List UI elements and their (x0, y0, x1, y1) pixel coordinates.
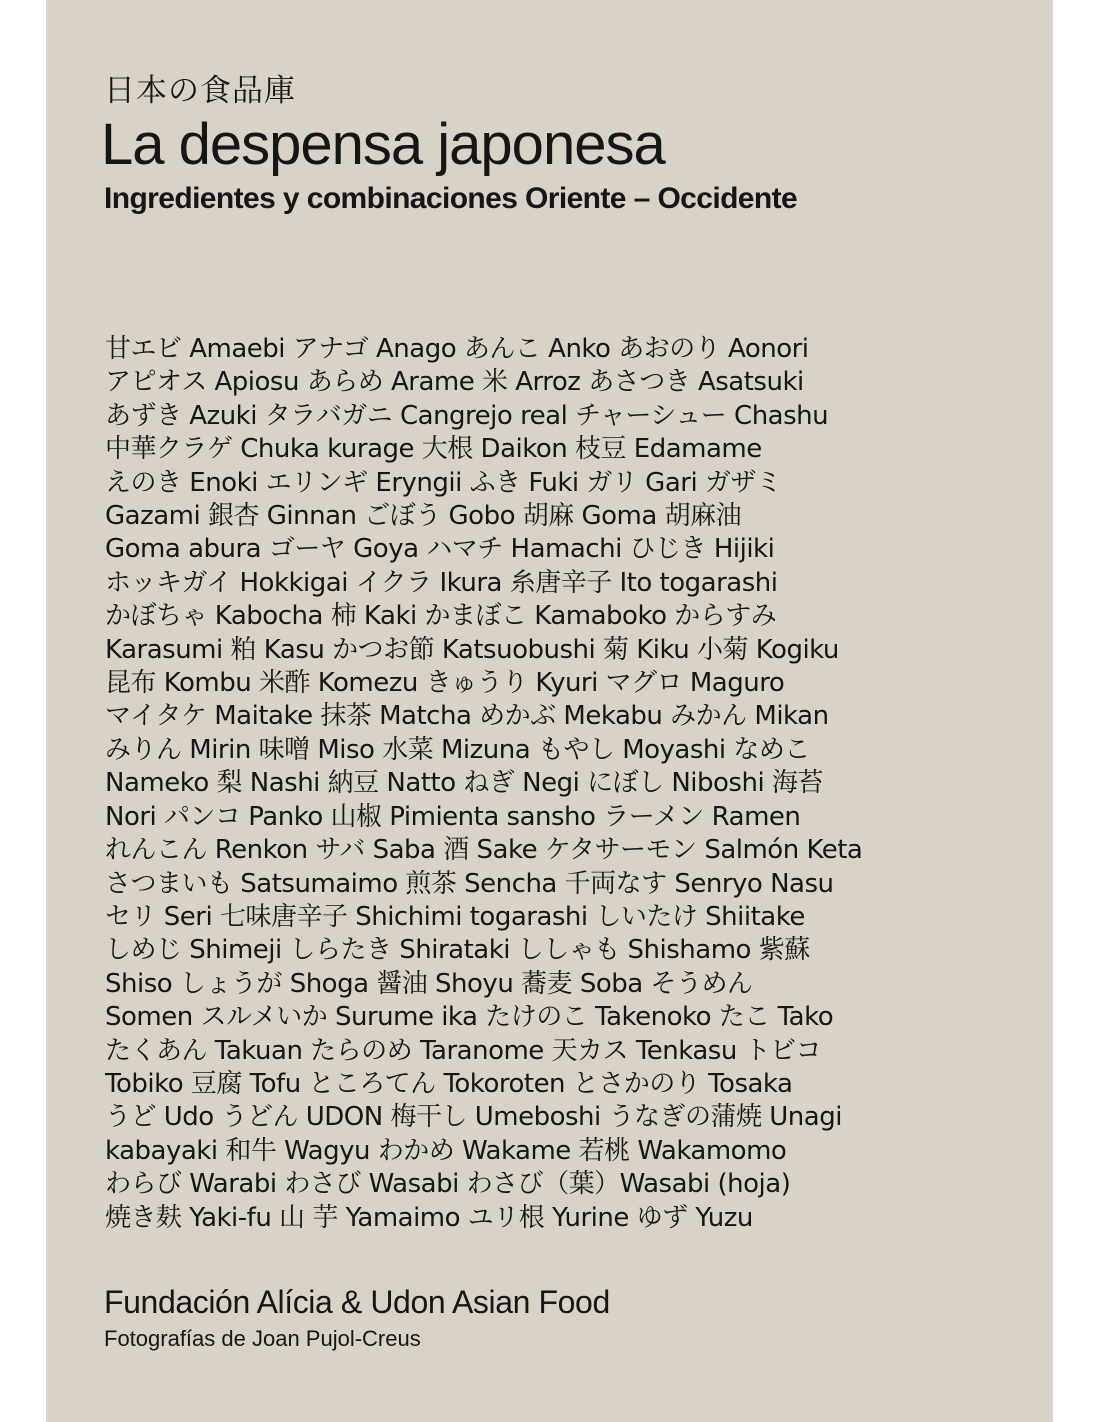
glossary-line: うど Udo うどん UDON 梅干し Umeboshi うなぎの蒲焼 Unagi (105, 1102, 842, 1133)
glossary-line: Shiso しょうが Shoga 醤油 Shoyu 蕎麦 Soba そうめん (105, 968, 753, 999)
glossary-line: かぼちゃ Kabocha 柿 Kaki かまぼこ Kamaboko からすみ (105, 601, 777, 632)
glossary-line: あずき Azuki タラバガニ Cangrejo real チャーシュー Chashu (105, 400, 829, 431)
glossary-line: 中華クラゲ Chuka kurage 大根 Daikon 枝豆 Edamame (105, 434, 762, 465)
photo-credit: Fotografías de Joan Pujol-Creus (104, 1326, 421, 1351)
glossary-line: Gazami 銀杏 Ginnan ごぼう Gobo 胡麻 Goma 胡麻油 (105, 501, 742, 532)
glossary-line: えのき Enoki エリンギ Eryngii ふき Fuki ガリ Gari ガザミ (105, 467, 782, 498)
glossary-line: れんこん Renkon サバ Saba 酒 Sake ケタサーモン Salmón Keta (105, 835, 863, 866)
glossary-line: Karasumi 粕 Kasu かつお節 Katsuobushi 菊 Kiku 小菊 Kogiku (105, 634, 839, 665)
glossary-line: 昆布 Kombu 米酢 Komezu きゅうり Kyuri マグロ Maguro (105, 668, 785, 699)
glossary-line: Tobiko 豆腐 Tofu ところてん Tokoroten とさかのり Tosaka (105, 1068, 793, 1099)
glossary-line: Somen スルメいか Surume ika たけのこ Takenoko たこ Tako (105, 1002, 834, 1033)
glossary-line: ホッキガイ Hokkigai イクラ Ikura 糸唐辛子 Ito togarashi (105, 567, 778, 598)
glossary-line: Goma abura ゴーヤ Goya ハマチ Hamachi ひじき Hijiki (105, 534, 775, 565)
japanese-title: 日本の食品庫 (104, 73, 296, 109)
book-subtitle: Ingredientes y combinaciones Oriente – Occidente (104, 182, 798, 215)
glossary-line: 甘エビ Amaebi アナゴ Anago あんこ Anko あおのり Aonori (105, 334, 809, 364)
glossary-line: セリ Seri 七味唐辛子 Shichimi togarashi しいたけ Shiitake (105, 901, 805, 932)
glossary-line: Nameko 梨 Nashi 納豆 Natto ねぎ Negi にぼし Niboshi 海苔 (105, 768, 823, 799)
glossary-line: kabayaki 和牛 Wagyu わかめ Wakame 若桃 Wakamomo (105, 1135, 787, 1166)
glossary-line: しめじ Shimeji しらたき Shirataki ししゃも Shishamo 紫蘇 (105, 935, 810, 966)
glossary-line: アピオス Apiosu あらめ Arame 米 Arroz あさつき Asatsuki (105, 367, 804, 398)
book-title: La despensa japonesa (101, 112, 665, 177)
ingredient-glossary (105, 333, 985, 1235)
glossary-line: たくあん Takuan たらのめ Taranome 天カス Tenkasu トビコ (105, 1035, 822, 1066)
glossary-line: 焼き麸 Yaki-fu 山 芋 Yamaimo ユリ根 Yurine ゆず Yuzu (105, 1202, 753, 1233)
glossary-line: マイタケ Maitake 抹茶 Matcha めかぶ Mekabu みかん Mikan (105, 701, 829, 732)
glossary-line: Nori パンコ Panko 山椒 Pimienta sansho ラーメン Ramen (105, 801, 801, 832)
glossary-line: わらび Warabi わさび Wasabi わさび（葉）Wasabi (hoja) (105, 1169, 791, 1200)
publisher: Fundación Alícia & Udon Asian Food (104, 1284, 610, 1320)
glossary-line: みりん Mirin 味噌 Miso 水菜 Mizuna もやし Moyashi なめこ (105, 734, 810, 765)
glossary-line: さつまいも Satsumaimo 煎茶 Sencha 千両なす Senryo Nasu (105, 868, 834, 899)
